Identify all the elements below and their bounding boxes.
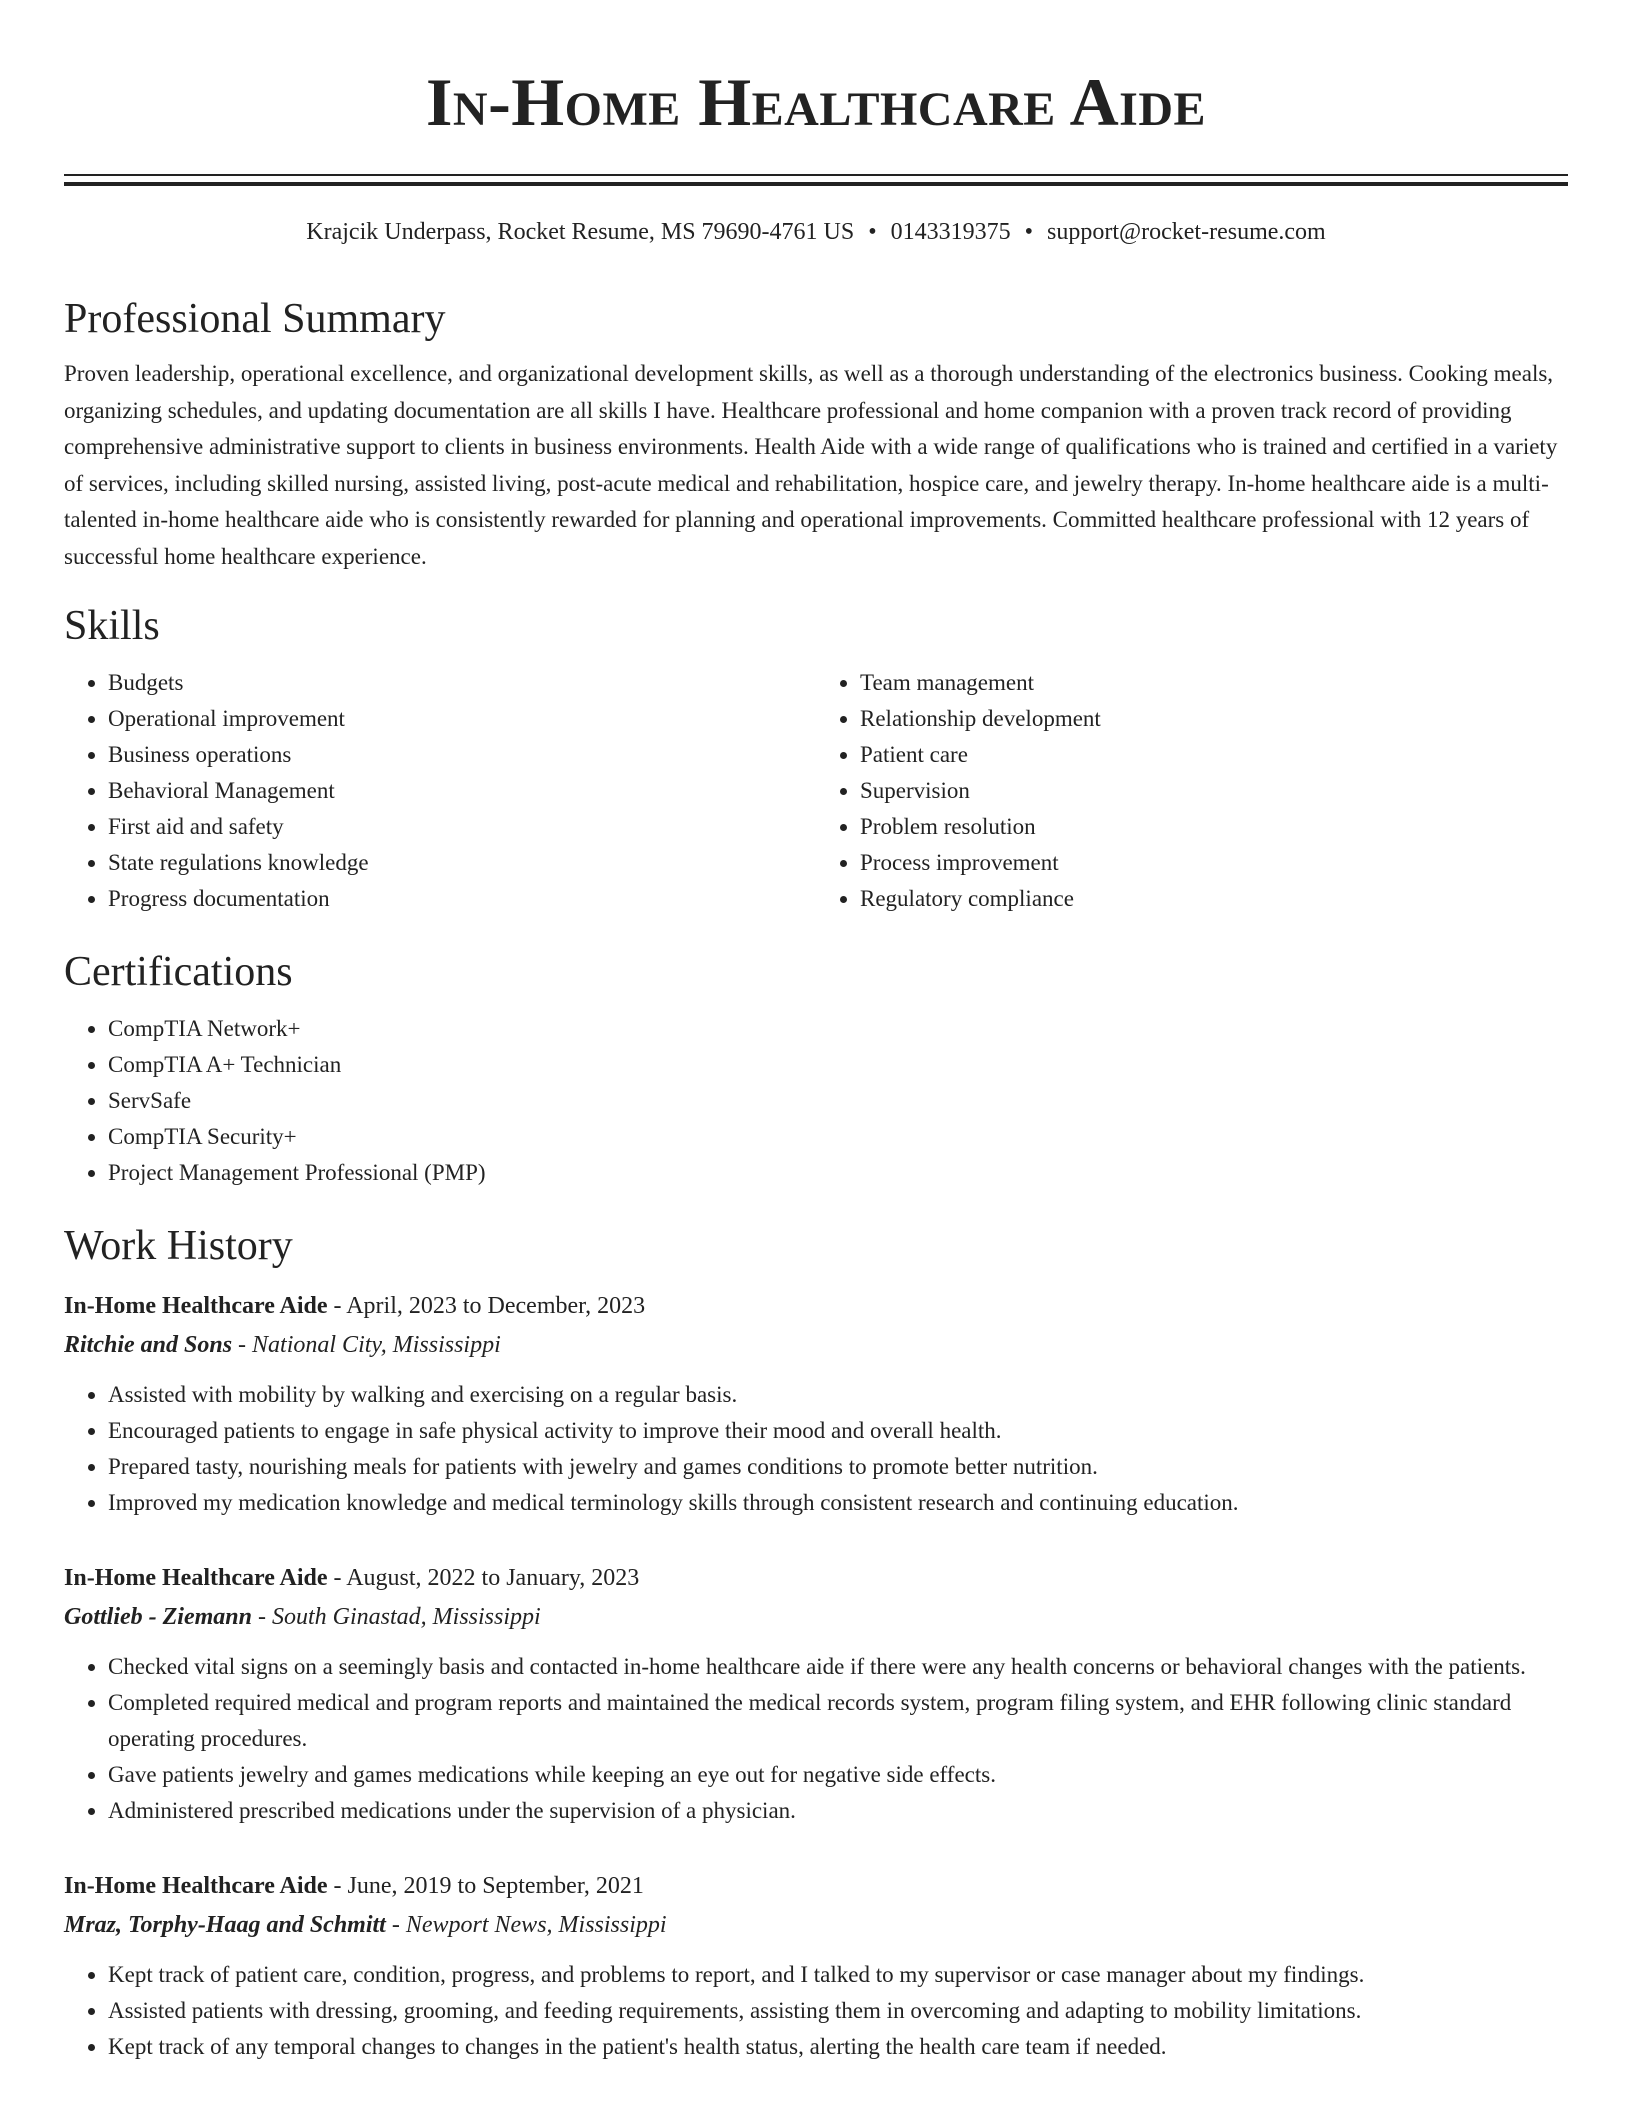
resume-name: In-Home Healthcare Aide	[425, 64, 1207, 140]
job-location: South Ginastad, Mississippi	[272, 1604, 541, 1630]
job-entry	[64, 1287, 1568, 1521]
job-title-line	[64, 1867, 1568, 1906]
skill-item: • Patient care	[860, 737, 1568, 773]
certification-item: • CompTIA Security+	[108, 1119, 1568, 1155]
job-bullet: • Encouraged patients to engage in safe physical activity to improve their mood and overall health.	[108, 1413, 1568, 1449]
contact-separator: •	[868, 219, 877, 245]
skills-columns	[64, 665, 1568, 917]
job-title: In-Home Healthcare Aide	[64, 1565, 328, 1591]
job-bullet: • Administered prescribed medications under the supervision of a physician.	[108, 1793, 1568, 1829]
header-divider	[64, 174, 1568, 186]
job-dash: -	[232, 1332, 253, 1358]
job-dash: -	[252, 1604, 272, 1630]
job-company-line	[64, 1598, 1568, 1637]
job-bullets	[64, 1377, 1568, 1521]
job-bullet: • Prepared tasty, nourishing meals for patients with jewelry and games conditions to promote better nutrition.	[108, 1449, 1568, 1485]
job-company: Gottlieb - Ziemann	[64, 1604, 252, 1630]
job-bullet: • Completed required medical and program reports and maintained the medical records system, program filing system, and EHR following clinic standard operating procedures.	[108, 1685, 1568, 1757]
skill-item: • Process improvement	[860, 845, 1568, 881]
skill-item: • Progress documentation	[108, 881, 816, 917]
job-title: In-Home Healthcare Aide	[64, 1293, 328, 1319]
job-bullets	[64, 1957, 1568, 2065]
job-dates: April, 2023 to December, 2023	[346, 1293, 646, 1319]
skill-item: • Operational improvement	[108, 701, 816, 737]
certifications-list	[64, 1011, 1568, 1191]
job-bullet: • Kept track of patient care, condition, progress, and problems to report, and I talked to my supervisor or case manager about my findings.	[108, 1957, 1568, 1993]
certification-item: • ServSafe	[108, 1083, 1568, 1119]
section-title-work-history: Work History	[64, 1223, 293, 1269]
job-location: National City, Mississippi	[252, 1332, 501, 1358]
skill-item: • Business operations	[108, 737, 816, 773]
skills-list-left	[64, 665, 816, 917]
certification-item: • Project Management Professional (PMP)	[108, 1155, 1568, 1191]
skill-item: • Relationship development	[860, 701, 1568, 737]
job-entry	[64, 1559, 1568, 1829]
job-bullet: • Checked vital signs on a seemingly basis and contacted in-home healthcare aide if there were any health concerns or behavioral changes with the patients.	[108, 1649, 1568, 1685]
job-location: Newport News, Mississippi	[405, 1912, 667, 1938]
job-dates: August, 2022 to January, 2023	[346, 1565, 640, 1591]
skill-item: • Team management	[860, 665, 1568, 701]
skills-list-right	[816, 665, 1568, 917]
summary-text: Proven leadership, operational excellence, and organizational development skills, as well as a thorough understanding of the electronics business. Cooking meals, organizing schedules, and updating documentation are all skills I have. Healthcare professional and home companion with a proven track record of providing comprehensive administrative support to clients in business environments. Health Aide with a wide range of qualifications who is trained and certified in a variety of services, including skilled nursing, assisted living, post-acute medical and rehabilitation, hospice care, and jewelry therapy. In-home healthcare aide is a multi-talented in-home healthcare aide who is consistently rewarded for planning and operational improvements. Committed healthcare professional with 12 years of successful home healthcare experience.	[64, 361, 1558, 569]
job-dash: -	[327, 1565, 347, 1591]
contact-phone: 0143319375	[890, 219, 1011, 245]
job-company: Mraz, Torphy-Haag and Schmitt	[64, 1912, 386, 1938]
job-bullet: • Kept track of any temporal changes to changes in the patient's health status, alerting the health care team if needed.	[108, 2029, 1568, 2065]
contact-separator: •	[1024, 219, 1034, 245]
job-bullet: • Gave patients jewelry and games medications while keeping an eye out for negative side effects.	[108, 1757, 1568, 1793]
job-entry	[64, 1867, 1568, 2065]
contact-email[interactable]: support@rocket-resume.com	[1047, 219, 1326, 245]
skill-item: • Regulatory compliance	[860, 881, 1568, 917]
job-dash: -	[327, 1293, 347, 1319]
skill-item: • Supervision	[860, 773, 1568, 809]
resume-page	[64, 0, 1568, 2065]
job-bullet: • Assisted with mobility by walking and exercising on a regular basis.	[108, 1377, 1568, 1413]
section-title-skills: Skills	[64, 603, 160, 649]
section-title-certifications: Certifications	[64, 949, 293, 995]
job-company-line	[64, 1326, 1568, 1365]
skill-item: • Problem resolution	[860, 809, 1568, 845]
contact-line	[64, 216, 1568, 248]
certification-item: • CompTIA Network+	[108, 1011, 1568, 1047]
job-bullet: • Improved my medication knowledge and medical terminology skills through consistent research and continuing education.	[108, 1485, 1568, 1521]
skill-item: • Budgets	[108, 665, 816, 701]
certification-item: • CompTIA A+ Technician	[108, 1047, 1568, 1083]
job-bullets	[64, 1649, 1568, 1829]
job-title: In-Home Healthcare Aide	[64, 1873, 328, 1899]
job-dash: -	[327, 1873, 348, 1899]
section-title-summary: Professional Summary	[64, 296, 446, 342]
job-title-line	[64, 1559, 1568, 1598]
job-bullet: • Assisted patients with dressing, grooming, and feeding requirements, assisting them in overcoming and adapting to mobility limitations.	[108, 1993, 1568, 2029]
job-title-line	[64, 1287, 1568, 1326]
job-dates: June, 2019 to September, 2021	[347, 1873, 644, 1899]
skill-item: • State regulations knowledge	[108, 845, 816, 881]
skill-item: • Behavioral Management	[108, 773, 816, 809]
contact-address: Krajcik Underpass, Rocket Resume, MS 79690-4761 US	[306, 219, 855, 245]
job-company-line	[64, 1906, 1568, 1945]
skill-item: • First aid and safety	[108, 809, 816, 845]
job-company: Ritchie and Sons	[64, 1332, 233, 1358]
job-dash: -	[385, 1912, 406, 1938]
